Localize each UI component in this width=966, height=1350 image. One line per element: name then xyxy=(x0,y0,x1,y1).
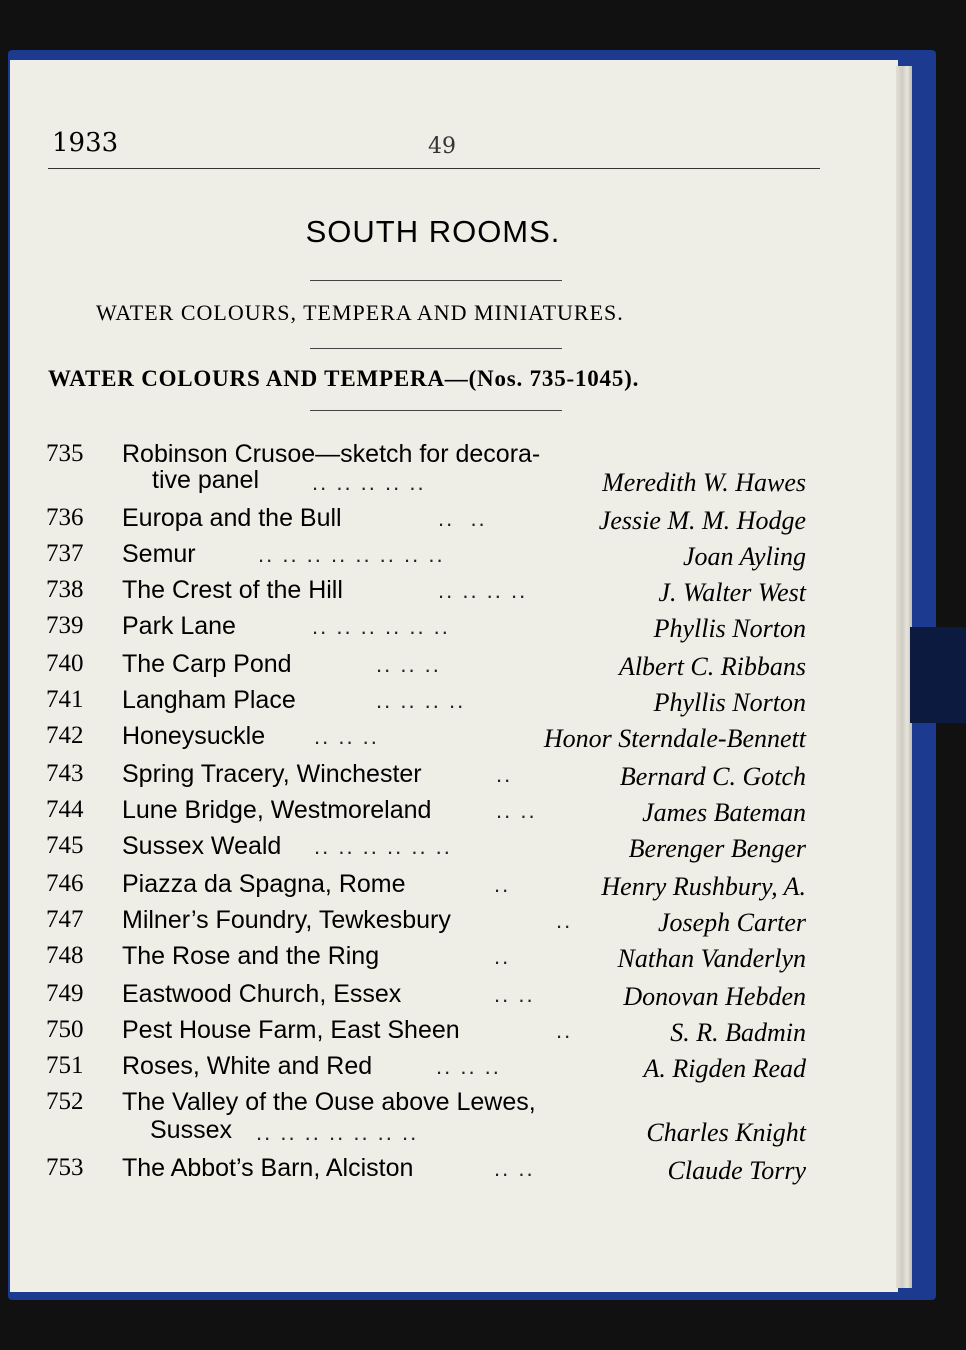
entry-number: 736 xyxy=(46,504,84,531)
page-header xyxy=(48,128,820,169)
page-subtitle: WATER COLOURS, TEMPERA AND MINIATURES. xyxy=(96,300,624,325)
entry-title: Europa and the Bull xyxy=(122,504,342,532)
leader-dots: .. .. .. .. xyxy=(376,688,466,713)
leader-dots: .. .. xyxy=(496,798,537,823)
entry-title: Roses, White and Red xyxy=(122,1052,373,1080)
catalogue-entry-continued xyxy=(0,466,900,502)
entry-number: 744 xyxy=(46,796,84,823)
entry-title: The Crest of the Hill xyxy=(122,576,343,604)
entry-title-continued: tive panel xyxy=(152,466,260,494)
catalogue-entry xyxy=(0,760,900,796)
entry-title: Langham Place xyxy=(122,686,296,714)
divider-rule xyxy=(310,348,562,349)
leader-dots: .. xyxy=(494,944,511,969)
entry-number: 745 xyxy=(46,832,84,859)
entry-artist: Donovan Hebden xyxy=(623,982,806,1011)
entry-artist: Phyllis Norton xyxy=(653,688,806,717)
entry-number: 737 xyxy=(46,540,84,567)
leader-dots: .. .. .. xyxy=(436,1054,501,1079)
entry-title: Pest House Farm, East Sheen xyxy=(122,1016,460,1044)
entry-artist: Claude Torry xyxy=(667,1156,806,1185)
entry-artist: Jessie M. M. Hodge xyxy=(598,506,806,535)
entry-artist: A. Rigden Read xyxy=(643,1054,806,1083)
entry-number: 751 xyxy=(46,1052,84,1079)
entry-number: 753 xyxy=(46,1154,84,1181)
entry-title: Milner’s Foundry, Tewkesbury xyxy=(122,906,451,934)
entry-artist: J. Walter West xyxy=(658,578,806,607)
entry-number: 752 xyxy=(46,1088,84,1115)
entry-artist: Berenger Benger xyxy=(628,834,806,863)
catalogue-entry xyxy=(0,1154,900,1190)
entry-title: Piazza da Spagna, Rome xyxy=(122,870,406,898)
catalogue-entry xyxy=(0,686,900,722)
entry-number: 747 xyxy=(46,906,84,933)
leader-dots: .. .. .. .. .. .. .. xyxy=(256,1120,419,1145)
divider-rule xyxy=(310,410,562,411)
entry-artist: Nathan Vanderlyn xyxy=(617,944,806,973)
bookmark-ribbon xyxy=(910,627,966,723)
entry-number: 748 xyxy=(46,942,84,969)
page-title: SOUTH ROOMS. xyxy=(305,214,561,249)
catalogue-entry xyxy=(0,980,900,1016)
entry-title: Semur xyxy=(122,540,196,568)
leader-dots: .. .. .. .. xyxy=(438,578,528,603)
entry-title: Eastwood Church, Essex xyxy=(122,980,402,1008)
leader-dots: .. .. xyxy=(494,982,535,1007)
catalogue-entry xyxy=(0,722,900,758)
leader-dots: .. .. xyxy=(438,506,487,531)
catalogue-entry xyxy=(0,1016,900,1052)
page-number: 49 xyxy=(428,134,456,159)
entry-artist: Meredith W. Hawes xyxy=(602,468,806,497)
entry-title: Sussex Weald xyxy=(122,832,282,860)
catalogue-entry xyxy=(0,576,900,612)
leader-dots: .. .. .. .. .. .. xyxy=(314,834,452,859)
section-heading: WATER COLOURS AND TEMPERA—(Nos. 735-1045). xyxy=(48,366,640,391)
leader-dots: .. .. .. .. .. .. .. .. xyxy=(258,542,445,567)
entry-number: 749 xyxy=(46,980,84,1007)
entry-artist: Honor Sterndale-Bennett xyxy=(543,724,806,753)
header-year: 1933 xyxy=(52,128,119,158)
catalogue-entry xyxy=(0,832,900,868)
entry-number: 739 xyxy=(46,612,84,639)
leader-dots: .. .. .. .. .. xyxy=(312,470,426,495)
entry-number: 746 xyxy=(46,870,84,897)
entry-number: 742 xyxy=(46,722,84,749)
leader-dots: .. xyxy=(556,1018,573,1043)
entry-artist: Henry Rushbury, A. xyxy=(601,872,806,901)
entry-number: 738 xyxy=(46,576,84,603)
entry-title: Park Lane xyxy=(122,612,236,640)
entry-number: 743 xyxy=(46,760,84,787)
entry-number: 741 xyxy=(46,686,84,713)
entry-artist: Charles Knight xyxy=(646,1118,806,1147)
entry-artist: Albert C. Ribbans xyxy=(618,652,806,681)
entry-number: 735 xyxy=(46,440,84,467)
catalogue-entry xyxy=(0,942,900,978)
entry-title: Lune Bridge, Westmoreland xyxy=(122,796,432,824)
catalogue-entry xyxy=(0,650,900,686)
leader-dots: .. xyxy=(494,872,511,897)
entry-artist: S. R. Badmin xyxy=(670,1018,806,1047)
entry-title: The Valley of the Ouse above Lewes, xyxy=(122,1088,536,1116)
catalogue-entry-continued xyxy=(0,1116,900,1152)
entry-artist: Bernard C. Gotch xyxy=(619,762,806,791)
entry-title-continued: Sussex xyxy=(150,1116,232,1144)
leader-dots: .. .. .. xyxy=(314,724,379,749)
leader-dots: .. xyxy=(496,762,513,787)
entry-title: Honeysuckle xyxy=(122,722,266,750)
entry-title: Robinson Crusoe—sketch for decora- xyxy=(122,440,541,468)
entry-title: The Rose and the Ring xyxy=(122,942,380,970)
leader-dots: .. .. xyxy=(494,1156,535,1181)
entry-artist: James Bateman xyxy=(642,798,806,827)
catalogue-entry xyxy=(0,504,900,540)
catalogue-entry xyxy=(0,870,900,906)
entry-number: 740 xyxy=(46,650,84,677)
entry-artist: Joan Ayling xyxy=(682,542,806,571)
entry-title: The Abbot’s Barn, Alciston xyxy=(122,1154,414,1182)
leader-dots: .. .. .. xyxy=(376,652,441,677)
catalogue-entry xyxy=(0,612,900,648)
catalogue-entry xyxy=(0,796,900,832)
catalogue-entry xyxy=(0,906,900,942)
entry-artist: Joseph Carter xyxy=(657,908,806,937)
divider-rule xyxy=(310,280,562,281)
entry-artist: Phyllis Norton xyxy=(653,614,806,643)
entry-title: The Carp Pond xyxy=(122,650,292,678)
catalogue-entry xyxy=(0,1052,900,1088)
entry-number: 750 xyxy=(46,1016,84,1043)
leader-dots: .. .. .. .. .. .. xyxy=(312,614,450,639)
entry-title: Spring Tracery, Winchester xyxy=(122,760,422,788)
leader-dots: .. xyxy=(556,908,573,933)
catalogue-entry xyxy=(0,540,900,576)
